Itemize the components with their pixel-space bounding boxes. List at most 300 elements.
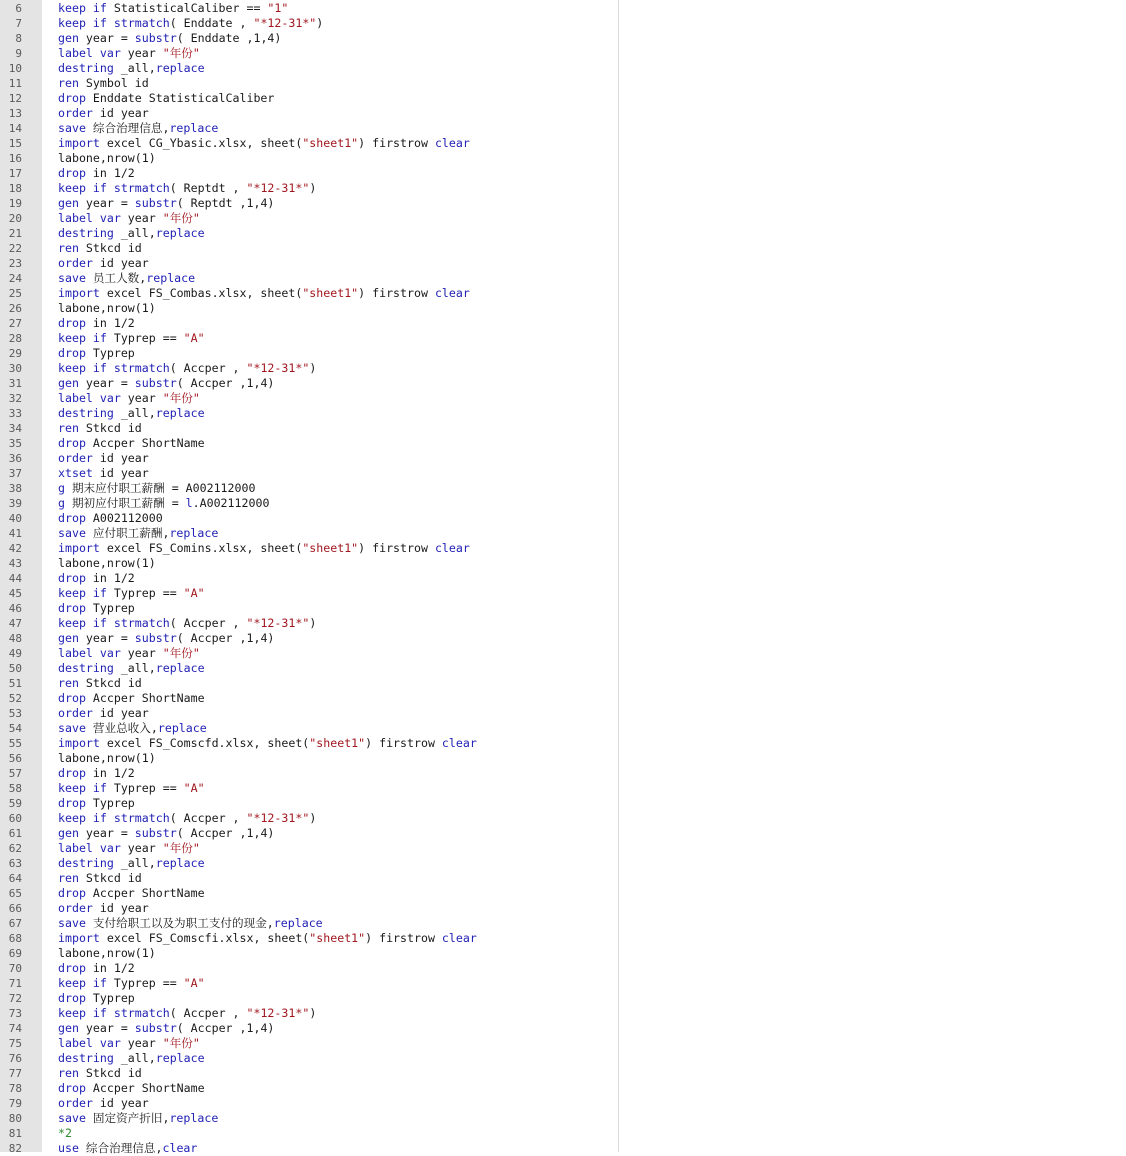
code-text[interactable]	[58, 211, 200, 226]
code-text[interactable]	[58, 661, 205, 676]
text-token: in 1/2	[85, 316, 135, 330]
text-token: )	[309, 811, 317, 825]
code-line[interactable]	[0, 676, 1126, 691]
code-text[interactable]	[58, 466, 149, 481]
code-line[interactable]	[0, 136, 1126, 151]
code-line[interactable]	[0, 796, 1126, 811]
line-number: 80	[8, 1112, 22, 1125]
code-line[interactable]	[0, 571, 1126, 586]
code-text[interactable]	[58, 391, 200, 406]
code-line[interactable]	[0, 1066, 1126, 1081]
code-text[interactable]	[58, 151, 156, 166]
keyword-token: replace	[155, 226, 205, 240]
code-line[interactable]	[0, 121, 1126, 136]
line-number: 69	[8, 947, 22, 960]
text-token: Accper ShortName	[85, 691, 205, 705]
code-line[interactable]	[0, 841, 1126, 856]
code-line[interactable]	[0, 1081, 1126, 1096]
keyword-token: label var	[58, 646, 121, 660]
code-text[interactable]	[58, 31, 281, 46]
code-text[interactable]	[58, 736, 477, 751]
code-line[interactable]	[0, 481, 1126, 496]
code-line[interactable]	[0, 406, 1126, 421]
text-token: excel FS_Comins.xlsx, sheet(	[99, 541, 303, 555]
text-token: Typrep ==	[106, 781, 184, 795]
code-text[interactable]	[58, 781, 205, 796]
code-text[interactable]	[58, 16, 323, 31]
code-line[interactable]	[0, 646, 1126, 661]
keyword-token: drop	[58, 571, 86, 585]
code-text[interactable]	[58, 931, 477, 946]
text-token: Stkcd id	[78, 676, 142, 690]
text-token: year =	[78, 196, 135, 210]
code-text[interactable]	[58, 691, 205, 706]
line-number: 79	[8, 1097, 22, 1110]
line-number: 7	[15, 17, 22, 30]
code-text[interactable]	[58, 61, 205, 76]
line-number: 17	[8, 167, 22, 180]
code-text[interactable]	[58, 991, 135, 1006]
text-token: ) firstrow	[358, 286, 435, 300]
line-number: 48	[8, 632, 22, 645]
line-number: 66	[8, 902, 22, 915]
code-text[interactable]	[58, 676, 142, 691]
code-text[interactable]	[58, 301, 156, 316]
keyword-token: replace	[155, 856, 205, 870]
text-token: 综合治理信息,	[78, 1141, 163, 1155]
keyword-token: label var	[58, 46, 121, 60]
code-line[interactable]	[0, 106, 1126, 121]
line-number: 76	[8, 1052, 22, 1065]
keyword-token: drop	[58, 886, 86, 900]
line-number: 58	[8, 782, 22, 795]
keyword-token: gen	[58, 826, 79, 840]
code-text[interactable]	[58, 886, 205, 901]
text-token: year	[120, 1036, 163, 1050]
code-text[interactable]	[58, 1036, 200, 1051]
code-text[interactable]	[58, 631, 274, 646]
code-area[interactable]	[0, 1, 1126, 1156]
code-line[interactable]	[0, 586, 1126, 601]
text-token	[107, 361, 114, 375]
line-number: 65	[8, 887, 22, 900]
code-text[interactable]	[58, 136, 470, 151]
text-token	[107, 1006, 114, 1020]
text-token: in 1/2	[85, 961, 135, 975]
keyword-token: substr	[134, 376, 177, 390]
code-text[interactable]	[58, 436, 205, 451]
keyword-token: strmatch	[113, 616, 170, 630]
code-line[interactable]	[0, 556, 1126, 571]
keyword-token: replace	[169, 121, 219, 135]
line-number: 26	[8, 302, 22, 315]
text-token: in 1/2	[85, 766, 135, 780]
text-token: Typrep	[85, 991, 135, 1005]
line-number: 28	[8, 332, 22, 345]
code-text[interactable]	[58, 706, 149, 721]
keyword-token: ren	[58, 76, 79, 90]
keyword-token: substr	[134, 631, 177, 645]
keyword-token: clear	[441, 736, 477, 750]
text-token: )	[309, 181, 317, 195]
line-number: 37	[8, 467, 22, 480]
text-token: ( Accper ,	[169, 616, 247, 630]
code-text[interactable]	[58, 1, 288, 16]
code-line[interactable]	[0, 751, 1126, 766]
code-text[interactable]	[58, 196, 274, 211]
keyword-token: drop	[58, 766, 86, 780]
code-line[interactable]	[0, 886, 1126, 901]
code-text[interactable]	[58, 331, 205, 346]
keyword-token: replace	[155, 61, 205, 75]
line-number: 75	[8, 1037, 22, 1050]
code-line[interactable]	[0, 211, 1126, 226]
keyword-token: order	[58, 901, 93, 915]
code-text[interactable]	[58, 961, 135, 976]
code-line[interactable]	[0, 1111, 1126, 1126]
code-text[interactable]	[58, 256, 149, 271]
line-number: 61	[8, 827, 22, 840]
text-token: Typrep	[85, 601, 135, 615]
code-line[interactable]	[0, 706, 1126, 721]
code-line[interactable]	[0, 871, 1126, 886]
text-token: _all,	[113, 406, 156, 420]
code-line[interactable]	[0, 316, 1126, 331]
code-text[interactable]	[58, 91, 274, 106]
keyword-token: keep if	[58, 586, 107, 600]
text-token: _all,	[113, 61, 156, 75]
keyword-token: order	[58, 706, 93, 720]
text-token: _all,	[113, 1051, 156, 1065]
code-line[interactable]	[0, 181, 1126, 196]
string-token: "*12-31*"	[246, 181, 310, 195]
code-line[interactable]	[0, 691, 1126, 706]
code-line[interactable]	[0, 271, 1126, 286]
text-token: Typrep ==	[106, 331, 184, 345]
code-line[interactable]	[0, 781, 1126, 796]
keyword-token: clear	[441, 931, 477, 945]
code-text[interactable]	[58, 556, 156, 571]
code-text[interactable]	[58, 226, 205, 241]
string-token: "sheet1"	[302, 541, 359, 555]
code-text[interactable]	[58, 871, 142, 886]
code-line[interactable]	[0, 151, 1126, 166]
text-token: Stkcd id	[78, 241, 142, 255]
code-line[interactable]	[0, 1021, 1126, 1036]
keyword-token: drop	[58, 511, 86, 525]
code-line[interactable]	[0, 601, 1126, 616]
keyword-token: gen	[58, 1021, 79, 1035]
code-text[interactable]	[58, 286, 470, 301]
code-line[interactable]	[0, 526, 1126, 541]
code-line[interactable]	[0, 811, 1126, 826]
code-line[interactable]	[0, 1096, 1126, 1111]
keyword-token: gen	[58, 31, 79, 45]
code-text[interactable]	[58, 826, 274, 841]
keyword-token: l	[185, 496, 193, 510]
keyword-token: drop	[58, 316, 86, 330]
text-token: id year	[92, 106, 149, 120]
text-token: ) firstrow	[365, 736, 442, 750]
code-line[interactable]	[0, 16, 1126, 31]
text-token: ) firstrow	[358, 541, 435, 555]
code-line[interactable]	[0, 226, 1126, 241]
code-text[interactable]	[58, 586, 205, 601]
line-number: 11	[8, 77, 22, 90]
code-text[interactable]	[58, 496, 269, 511]
line-number: 12	[8, 92, 22, 105]
code-text[interactable]	[58, 1051, 205, 1066]
code-text[interactable]	[58, 616, 316, 631]
text-token: labone,nrow(1)	[58, 751, 156, 765]
code-text[interactable]	[58, 316, 135, 331]
keyword-token: label var	[58, 1036, 121, 1050]
code-line[interactable]	[0, 766, 1126, 781]
line-number: 53	[8, 707, 22, 720]
code-line[interactable]	[0, 616, 1126, 631]
code-line[interactable]	[0, 436, 1126, 451]
text-token: Typrep	[85, 346, 135, 360]
code-text[interactable]	[58, 1081, 205, 1096]
text-token: A002112000	[85, 511, 163, 525]
line-number: 71	[8, 977, 22, 990]
code-line[interactable]	[0, 961, 1126, 976]
code-line[interactable]	[0, 361, 1126, 376]
text-token: Stkcd id	[78, 1066, 142, 1080]
code-line[interactable]	[0, 31, 1126, 46]
line-number: 68	[8, 932, 22, 945]
code-line[interactable]	[0, 256, 1126, 271]
keyword-token: save	[58, 526, 86, 540]
keyword-token: order	[58, 106, 93, 120]
code-text[interactable]	[58, 646, 200, 661]
code-text[interactable]	[58, 361, 316, 376]
code-line[interactable]	[0, 931, 1126, 946]
code-line[interactable]	[0, 541, 1126, 556]
code-line[interactable]	[0, 661, 1126, 676]
code-text[interactable]	[58, 421, 142, 436]
code-line[interactable]	[0, 421, 1126, 436]
keyword-token: strmatch	[113, 16, 170, 30]
code-text[interactable]	[58, 46, 200, 61]
text-token: year =	[78, 1021, 135, 1035]
text-token: ( Reptdt ,	[169, 181, 247, 195]
code-text[interactable]	[58, 106, 149, 121]
keyword-token: replace	[155, 406, 205, 420]
code-text[interactable]	[58, 376, 274, 391]
text-token: labone,nrow(1)	[58, 151, 156, 165]
text-token: labone,nrow(1)	[58, 946, 156, 960]
keyword-token: substr	[134, 1021, 177, 1035]
keyword-token: destring	[58, 406, 114, 420]
code-line[interactable]	[0, 466, 1126, 481]
text-token: year =	[78, 376, 135, 390]
code-line[interactable]	[0, 511, 1126, 526]
text-token: year	[120, 211, 163, 225]
line-number: 45	[8, 587, 22, 600]
text-token	[107, 181, 114, 195]
text-token: ( Accper ,1,4)	[176, 376, 275, 390]
keyword-token: drop	[58, 1081, 86, 1095]
code-text[interactable]	[58, 511, 163, 526]
code-text[interactable]	[58, 1141, 197, 1156]
line-number: 44	[8, 572, 22, 585]
text-token: Accper ShortName	[85, 886, 205, 900]
code-text[interactable]	[58, 1111, 218, 1126]
code-line[interactable]	[0, 1141, 1126, 1156]
code-line[interactable]	[0, 91, 1126, 106]
line-number: 25	[8, 287, 22, 300]
line-number: 35	[8, 437, 22, 450]
code-line[interactable]	[0, 451, 1126, 466]
code-line[interactable]	[0, 76, 1126, 91]
code-text[interactable]	[58, 346, 135, 361]
code-line[interactable]	[0, 241, 1126, 256]
text-token: in 1/2	[85, 571, 135, 585]
text-token: Enddate StatisticalCaliber	[85, 91, 275, 105]
line-number: 40	[8, 512, 22, 525]
code-text[interactable]	[58, 751, 156, 766]
code-line[interactable]	[0, 631, 1126, 646]
code-text[interactable]	[58, 166, 135, 181]
keyword-token: replace	[169, 526, 219, 540]
code-text[interactable]	[58, 571, 135, 586]
code-text[interactable]	[58, 526, 218, 541]
code-line[interactable]	[0, 1126, 1126, 1141]
code-line[interactable]	[0, 901, 1126, 916]
line-number: 43	[8, 557, 22, 570]
string-token: "A"	[183, 331, 205, 345]
line-number: 33	[8, 407, 22, 420]
keyword-token: keep if	[58, 616, 107, 630]
code-line[interactable]	[0, 346, 1126, 361]
string-token: "A"	[183, 781, 205, 795]
code-line[interactable]	[0, 1, 1126, 16]
code-line[interactable]	[0, 721, 1126, 736]
code-text[interactable]	[58, 541, 470, 556]
keyword-token: replace	[155, 661, 205, 675]
line-number: 57	[8, 767, 22, 780]
line-number: 62	[8, 842, 22, 855]
keyword-token: keep if	[58, 1, 107, 15]
text-token: Typrep ==	[106, 586, 184, 600]
code-line[interactable]	[0, 916, 1126, 931]
code-line[interactable]	[0, 946, 1126, 961]
keyword-token: keep if	[58, 331, 107, 345]
keyword-token: ren	[58, 676, 79, 690]
code-line[interactable]	[0, 301, 1126, 316]
text-token: )	[316, 16, 324, 30]
text-token: ( Accper ,	[169, 1006, 247, 1020]
code-line[interactable]	[0, 166, 1126, 181]
code-text[interactable]	[58, 1006, 316, 1021]
code-text[interactable]	[58, 916, 323, 931]
code-text[interactable]	[58, 241, 142, 256]
code-text[interactable]	[58, 901, 149, 916]
code-text[interactable]	[58, 481, 255, 496]
string-token: "sheet1"	[302, 286, 359, 300]
text-token: id year	[92, 256, 149, 270]
code-line[interactable]	[0, 376, 1126, 391]
line-number: 50	[8, 662, 22, 675]
code-text[interactable]	[58, 1126, 72, 1141]
code-text[interactable]	[58, 1096, 149, 1111]
line-number: 41	[8, 527, 22, 540]
keyword-token: label var	[58, 841, 121, 855]
code-text[interactable]	[58, 406, 205, 421]
code-text[interactable]	[58, 271, 195, 286]
keyword-token: import	[58, 286, 100, 300]
code-line[interactable]	[0, 1036, 1126, 1051]
line-number: 31	[8, 377, 22, 390]
line-number: 18	[8, 182, 22, 195]
string-token: "*12-31*"	[246, 1006, 310, 1020]
code-text[interactable]	[58, 181, 316, 196]
code-line[interactable]	[0, 286, 1126, 301]
code-text[interactable]	[58, 601, 135, 616]
text-token: 应付职工薪酬,	[85, 526, 170, 540]
code-text[interactable]	[58, 1066, 142, 1081]
code-line[interactable]	[0, 826, 1126, 841]
code-text[interactable]	[58, 841, 200, 856]
text-token: _all,	[113, 856, 156, 870]
string-token: "sheet1"	[302, 136, 359, 150]
code-line[interactable]	[0, 736, 1126, 751]
code-text[interactable]	[58, 976, 205, 991]
code-text[interactable]	[58, 451, 149, 466]
keyword-token: clear	[434, 136, 470, 150]
text-token	[107, 616, 114, 630]
line-number: 54	[8, 722, 22, 735]
line-number: 13	[8, 107, 22, 120]
line-number: 60	[8, 812, 22, 825]
code-text[interactable]	[58, 121, 218, 136]
text-token: labone,nrow(1)	[58, 556, 156, 570]
code-line[interactable]	[0, 856, 1126, 871]
text-token: id year	[92, 706, 149, 720]
code-line[interactable]	[0, 1051, 1126, 1066]
code-text[interactable]	[58, 856, 205, 871]
code-line[interactable]	[0, 196, 1126, 211]
code-line[interactable]	[0, 61, 1126, 76]
string-token: "*12-31*"	[246, 811, 310, 825]
code-line[interactable]	[0, 991, 1126, 1006]
code-line[interactable]	[0, 391, 1126, 406]
code-line[interactable]	[0, 976, 1126, 991]
keyword-token: save	[58, 721, 86, 735]
keyword-token: ren	[58, 241, 79, 255]
keyword-token: destring	[58, 1051, 114, 1065]
line-number: 23	[8, 257, 22, 270]
code-line[interactable]	[0, 331, 1126, 346]
keyword-token: save	[58, 1111, 86, 1125]
text-token: ) firstrow	[358, 136, 435, 150]
code-text[interactable]	[58, 946, 156, 961]
code-text[interactable]	[58, 796, 135, 811]
text-token	[107, 811, 114, 825]
code-line[interactable]	[0, 1006, 1126, 1021]
code-text[interactable]	[58, 721, 207, 736]
string-token: "*12-31*"	[253, 16, 317, 30]
keyword-token: drop	[58, 166, 86, 180]
string-token: "*12-31*"	[246, 361, 310, 375]
code-text[interactable]	[58, 811, 316, 826]
code-text[interactable]	[58, 1021, 274, 1036]
code-text[interactable]	[58, 766, 135, 781]
code-text[interactable]	[58, 76, 149, 91]
code-line[interactable]	[0, 496, 1126, 511]
code-line[interactable]	[0, 46, 1126, 61]
